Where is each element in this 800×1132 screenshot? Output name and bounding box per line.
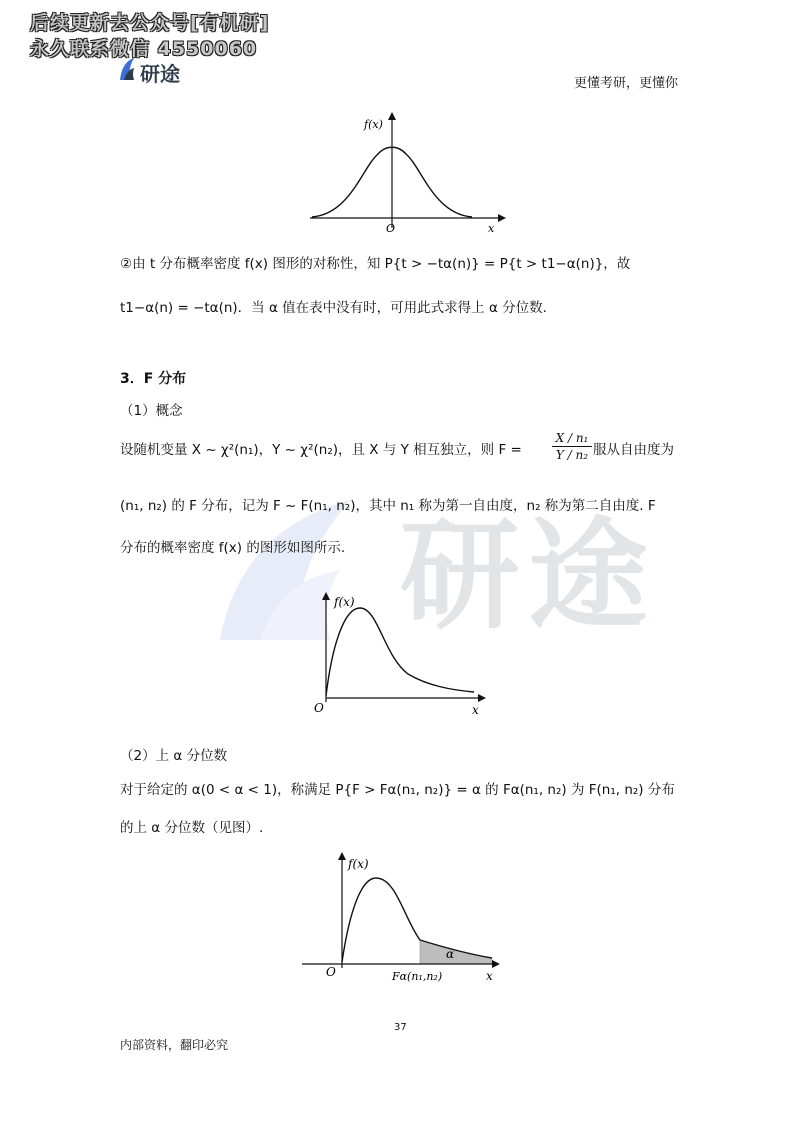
brand-logo-text: 研途 bbox=[140, 62, 180, 86]
page-number: 37 bbox=[394, 1022, 407, 1033]
f1-figure-origin: O bbox=[314, 701, 324, 715]
f1-figure-ylabel: f(x) bbox=[334, 595, 355, 609]
footer-notice: 内部资料，翻印必究 bbox=[120, 1038, 229, 1052]
f2-density-curve bbox=[342, 878, 492, 962]
alpha-label: α bbox=[446, 947, 455, 961]
f1-figure-xlabel: x bbox=[472, 703, 479, 717]
f2-figure-ylabel: f(x) bbox=[348, 857, 369, 871]
overlay-line-2: 永久联系微信 4550060 bbox=[30, 38, 258, 60]
quantile-line-1: 对于给定的 α(0 < α < 1)，称满足 P{F > Fα(n₁, n₂)} = α 的 Fα(n₁, n₂) 为 F(n₁, n₂) 分布 bbox=[120, 782, 675, 798]
quantile-point-label: Fα(n₁,n₂) bbox=[392, 970, 443, 983]
logo-icon bbox=[118, 56, 138, 82]
quantile-line-2: 的上 α 分位数（见图）. bbox=[120, 820, 264, 836]
section-heading: 3．F 分布 bbox=[120, 371, 187, 387]
t-figure-xlabel: x bbox=[488, 222, 495, 235]
concept-line-1-b: 服从自由度为 bbox=[593, 442, 674, 458]
t-figure-ylabel: f(x) bbox=[364, 118, 383, 131]
f-quantile-figure bbox=[296, 848, 506, 990]
concept-label: （1）概念 bbox=[120, 403, 183, 419]
f2-figure-origin: O bbox=[326, 965, 336, 979]
f-distribution-figure bbox=[312, 586, 492, 718]
f-fraction bbox=[552, 431, 592, 462]
watermark-text: 研途 bbox=[400, 507, 656, 646]
f-density-curve bbox=[326, 608, 474, 696]
concept-line-2: (n₁, n₂) 的 F 分布，记为 F ~ F(n₁, n₂)，其中 n₁ 称为第一自由度，n₂ 称为第二自由度. F bbox=[120, 498, 656, 514]
f-fraction-denominator: Y / n₂ bbox=[555, 448, 589, 462]
concept-line-3: 分布的概率密度 f(x) 的图形如图所示. bbox=[120, 540, 346, 556]
f-fraction-numerator: X / n₁ bbox=[552, 431, 592, 447]
t-symmetry-line-1: ②由 t 分布概率密度 f(x) 图形的对称性，知 P{t > −tα(n)} = P{t > t1−α(n)}，故 bbox=[120, 256, 631, 272]
quantile-label: （2）上 α 分位数 bbox=[120, 748, 228, 764]
t-figure-origin: O bbox=[386, 222, 396, 235]
concept-line-1-a: 设随机变量 X ~ χ²(n₁)，Y ~ χ²(n₂)，且 X 与 Y 相互独立，则 F = bbox=[120, 442, 522, 458]
t-distribution-figure bbox=[300, 108, 510, 236]
overlay-line-1: 后续更新去公众号[有机研] bbox=[30, 12, 270, 34]
header-slogan: 更懂考研，更懂你 bbox=[573, 76, 678, 91]
f2-figure-xlabel: x bbox=[486, 969, 493, 983]
t-symmetry-line-2: t1−α(n) = −tα(n)．当 α 值在表中没有时，可用此式求得上 α 分位数. bbox=[120, 300, 547, 316]
